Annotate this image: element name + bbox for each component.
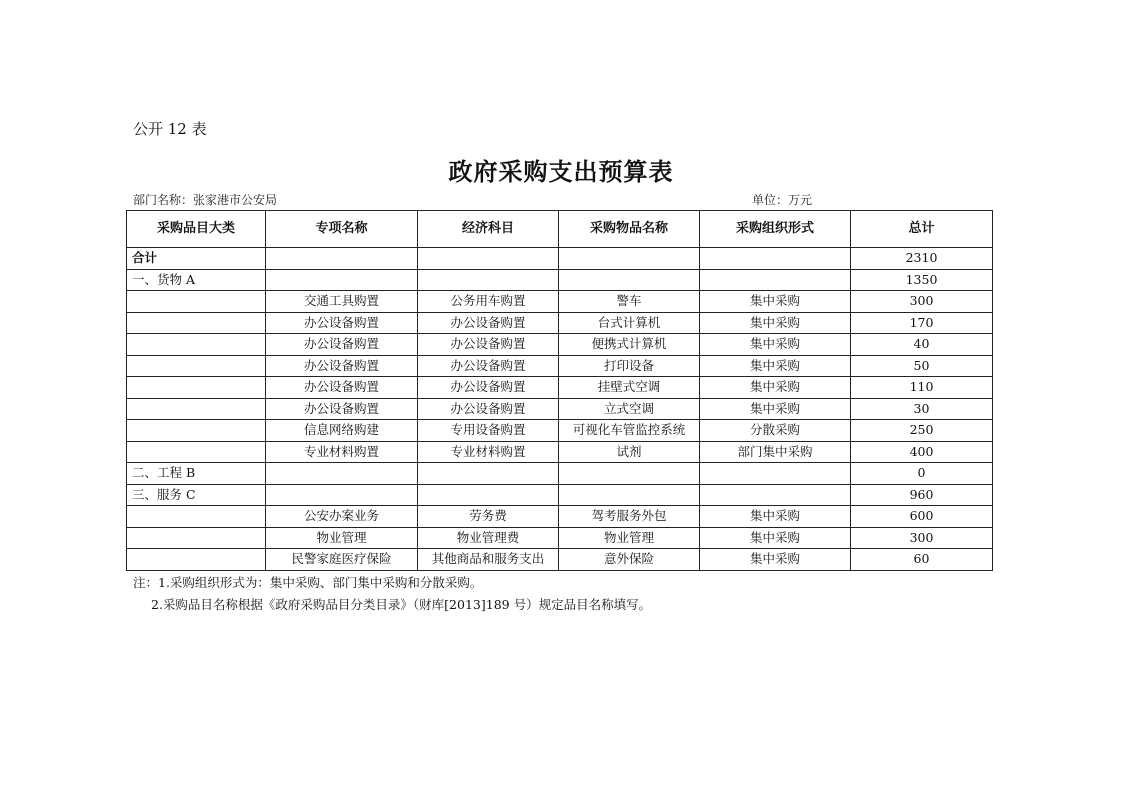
cell-project-name: 办公设备购置 [266, 398, 418, 420]
department-name: 部门名称：张家港市公安局 [133, 193, 278, 207]
cell-category [127, 441, 266, 463]
cell-procurement-method: 集中采购 [700, 355, 851, 377]
header-economic-subject: 经济科目 [418, 211, 559, 248]
cell-total: 250 [851, 420, 993, 442]
header-category: 采购品目大类 [127, 211, 266, 248]
cell-item-name: 台式计算机 [559, 312, 700, 334]
cell-economic-subject: 办公设备购置 [418, 398, 559, 420]
cell-category: 合计 [127, 248, 266, 270]
table-row [127, 463, 993, 485]
table-row [127, 527, 993, 549]
cell-total: 400 [851, 441, 993, 463]
cell-item-name [559, 269, 700, 291]
table-row [127, 355, 993, 377]
table-row [127, 506, 993, 528]
cell-economic-subject: 专业材料购置 [418, 441, 559, 463]
cell-procurement-method: 集中采购 [700, 398, 851, 420]
table-row [127, 377, 993, 399]
cell-procurement-method: 集中采购 [700, 527, 851, 549]
cell-procurement-method: 集中采购 [700, 377, 851, 399]
cell-procurement-method [700, 269, 851, 291]
cell-total: 110 [851, 377, 993, 399]
cell-total: 600 [851, 506, 993, 528]
cell-category: 一、货物 A [127, 269, 266, 291]
cell-total: 300 [851, 291, 993, 313]
table-row [127, 312, 993, 334]
cell-project-name: 信息网络购建 [266, 420, 418, 442]
cell-item-name [559, 248, 700, 270]
cell-category: 二、工程 B [127, 463, 266, 485]
table-body [127, 248, 993, 571]
cell-item-name: 意外保险 [559, 549, 700, 571]
cell-item-name [559, 484, 700, 506]
cell-project-name: 物业管理 [266, 527, 418, 549]
cell-category [127, 420, 266, 442]
cell-project-name: 办公设备购置 [266, 355, 418, 377]
cell-total: 0 [851, 463, 993, 485]
cell-total: 40 [851, 334, 993, 356]
cell-procurement-method: 部门集中采购 [700, 441, 851, 463]
cell-procurement-method [700, 484, 851, 506]
cell-item-name [559, 463, 700, 485]
cell-total: 1350 [851, 269, 993, 291]
document-code: 公开 12 表 [133, 120, 207, 138]
cell-category [127, 291, 266, 313]
cell-total: 170 [851, 312, 993, 334]
table-row [127, 549, 993, 571]
cell-economic-subject [418, 248, 559, 270]
document-title: 政府采购支出预算表 [448, 157, 674, 186]
cell-total: 2310 [851, 248, 993, 270]
table-header-row [127, 211, 993, 248]
cell-category [127, 355, 266, 377]
cell-item-name: 警车 [559, 291, 700, 313]
cell-project-name: 民警家庭医疗保险 [266, 549, 418, 571]
notes [133, 572, 651, 616]
header-item-name: 采购物品名称 [559, 211, 700, 248]
cell-project-name: 交通工具购置 [266, 291, 418, 313]
cell-procurement-method: 集中采购 [700, 334, 851, 356]
header-project-name: 专项名称 [266, 211, 418, 248]
cell-economic-subject: 劳务费 [418, 506, 559, 528]
cell-procurement-method [700, 248, 851, 270]
cell-item-name: 立式空调 [559, 398, 700, 420]
cell-category [127, 549, 266, 571]
cell-economic-subject [418, 269, 559, 291]
cell-economic-subject: 物业管理费 [418, 527, 559, 549]
cell-procurement-method: 集中采购 [700, 549, 851, 571]
cell-economic-subject: 公务用车购置 [418, 291, 559, 313]
unit-label: 单位：万元 [752, 193, 813, 207]
cell-project-name [266, 484, 418, 506]
cell-category [127, 312, 266, 334]
cell-economic-subject: 办公设备购置 [418, 355, 559, 377]
cell-project-name: 专业材料购置 [266, 441, 418, 463]
note-line-2: 2.采购品目名称根据《政府采购品目分类目录》（财库[2013]189 号）规定品目名称填写。 [151, 597, 652, 612]
cell-total: 300 [851, 527, 993, 549]
cell-category [127, 398, 266, 420]
table-row [127, 484, 993, 506]
table-row [127, 334, 993, 356]
cell-category [127, 377, 266, 399]
header-total: 总计 [851, 211, 993, 248]
cell-total: 60 [851, 549, 993, 571]
cell-project-name: 办公设备购置 [266, 377, 418, 399]
cell-category [127, 506, 266, 528]
cell-item-name: 便携式计算机 [559, 334, 700, 356]
table-row [127, 291, 993, 313]
cell-economic-subject: 专用设备购置 [418, 420, 559, 442]
procurement-budget-table [126, 210, 993, 571]
cell-procurement-method: 分散采购 [700, 420, 851, 442]
cell-project-name [266, 248, 418, 270]
cell-project-name [266, 463, 418, 485]
cell-procurement-method: 集中采购 [700, 506, 851, 528]
cell-economic-subject [418, 463, 559, 485]
cell-item-name: 打印设备 [559, 355, 700, 377]
cell-item-name: 试剂 [559, 441, 700, 463]
cell-procurement-method [700, 463, 851, 485]
cell-economic-subject: 办公设备购置 [418, 377, 559, 399]
cell-item-name: 物业管理 [559, 527, 700, 549]
cell-category [127, 527, 266, 549]
cell-economic-subject [418, 484, 559, 506]
cell-project-name [266, 269, 418, 291]
table-row [127, 420, 993, 442]
cell-procurement-method: 集中采购 [700, 312, 851, 334]
table-row [127, 441, 993, 463]
cell-item-name: 驾考服务外包 [559, 506, 700, 528]
cell-economic-subject: 其他商品和服务支出 [418, 549, 559, 571]
table-row [127, 269, 993, 291]
header-procurement-method: 采购组织形式 [700, 211, 851, 248]
cell-item-name: 可视化车管监控系统 [559, 420, 700, 442]
cell-procurement-method: 集中采购 [700, 291, 851, 313]
cell-category [127, 334, 266, 356]
table-row [127, 248, 993, 270]
cell-total: 960 [851, 484, 993, 506]
cell-project-name: 办公设备购置 [266, 334, 418, 356]
cell-economic-subject: 办公设备购置 [418, 312, 559, 334]
table-row [127, 398, 993, 420]
cell-project-name: 公安办案业务 [266, 506, 418, 528]
cell-total: 30 [851, 398, 993, 420]
cell-category: 三、服务 C [127, 484, 266, 506]
cell-project-name: 办公设备购置 [266, 312, 418, 334]
cell-total: 50 [851, 355, 993, 377]
cell-item-name: 挂壁式空调 [559, 377, 700, 399]
cell-economic-subject: 办公设备购置 [418, 334, 559, 356]
note-line-1: 注：1.采购组织形式为：集中采购、部门集中采购和分散采购。 [133, 575, 483, 590]
